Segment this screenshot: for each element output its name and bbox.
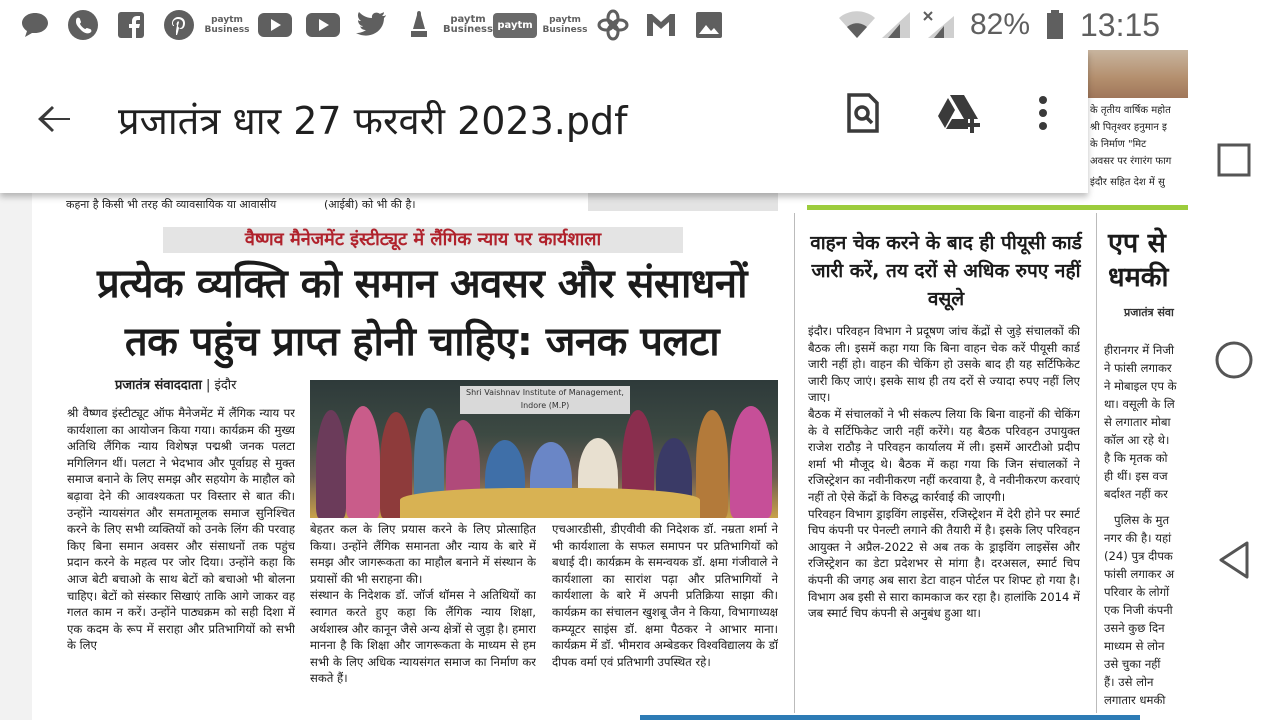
text-fragment: कहना है किसी भी तरह की व्यावसायिक या आवासीय xyxy=(66,198,277,211)
paytm-business-icon: paytm Business xyxy=(204,15,250,35)
text-fragment: अवसर पर रंगारंग फाग xyxy=(1090,156,1172,167)
twitter-icon xyxy=(354,8,388,42)
story-headline: धमकी xyxy=(1108,262,1169,293)
facebook-icon xyxy=(114,8,148,42)
story-line: से लगातार मोबा xyxy=(1104,415,1171,429)
story-line: हीरानगर में निजी xyxy=(1104,343,1174,357)
document-title: प्रजातंत्र धार 27 फरवरी 2023.pdf xyxy=(118,99,628,143)
story-line: हैं। उसे लोन xyxy=(1104,675,1154,689)
more-options-icon xyxy=(1037,95,1049,131)
notification-icon xyxy=(402,8,436,42)
story-headline: वाहन चेक करने के बाद ही पीयूसी कार्ड जारी करें, तय दरों से अधिक रुपए नहीं वसूले xyxy=(810,232,1082,310)
byline: प्रजातंत्र संवा xyxy=(1124,306,1174,319)
recents-square-icon xyxy=(1217,143,1251,177)
battery-percentage: 82% xyxy=(970,8,1031,41)
text-fragment: इंदौर सहित देश में सु xyxy=(1090,177,1165,188)
pdf-page[interactable] xyxy=(32,193,1188,720)
story-column: इंदौर। परिवहन विभाग ने प्रदूषण जांच केंद्रों से जुड़े संचालकों की बैठक ली। इसमें कहा गया कि बिना वाहन चेक करें पीयूसी कार्ड जारी नहीं हो। वाहन की चेकिंग हो उसके बाद ही यह सर्टिफिकेट जारी किए जाएं। इसके साथ ही तय दरों से ज्यादा रुपए नहीं लिए जाए। बैठक में संचालकों ने भी संकल्प लिया कि बिना वाहनों की चेकिंग के वे सर्टिफिकेट जारी नहीं करेंगे। यह बैठक परिवहन उपायुक्त राजेश राठौड़ ने परिवहन कार्यालय में ली। इसमें आरटीओ प्रदीप शर्मा भी मौजूद थे। बैठक में कहा गया कि जिन संचालकों ने रजिस्ट्रेशन का नवीनीकरण नहीं करवाया है, वे नवीनीकरण करवाएं नहीं तो ऐसे केंद्रों के विरुद्ध कार्रवाई की जाएगी। परिवहन विभाग ड्राइविंग लाइसेंस, रजिस्ट्रेशन में देरी होने पर स्मार्ट चिप कंपनी पर पेनल्टी लगाने की तैयारी में है। इसके लिए परिवहन आयुक्त ने अप्रैल-2022 से अब तक के ड्राइविंग लाइसेंस और रजिस्ट्रेशन का डेटा प्रदेशभर से मांगा है। दरअसल, स्मार्ट चिप कंपनी की जगह अब सारा डेटा वाहन पोर्टल पर शिफ्ट हो गया है। विभाग अब इसी से सारा कामकाज कर रहा है। हालांकि 2014 में जब स्मार्ट चिप कंपनी से अनुबंध हुआ था। xyxy=(808,324,1080,621)
text-fragment: (आईबी) को भी की है। xyxy=(324,198,416,211)
section-rule xyxy=(640,715,1140,720)
photo-banner: Shri Vaishnav Institute of Management, Indore (M.P) xyxy=(460,386,630,414)
recents-button[interactable] xyxy=(1208,134,1260,186)
signal-icon xyxy=(880,8,912,42)
story-line: ने मोबाइल एप के xyxy=(1104,379,1177,393)
youtube-icon xyxy=(258,8,292,42)
status-bar xyxy=(0,0,1188,50)
gmail-icon xyxy=(644,8,678,42)
story-line: पुलिस के मुत xyxy=(1114,513,1170,527)
story-line: नगर की है। यहां xyxy=(1104,531,1172,545)
story-kicker: वैष्णव मैनेजमेंट इंस्टीट्यूट में लैंगिक न्याय पर कार्यशाला xyxy=(163,227,683,253)
add-to-drive-icon xyxy=(936,93,982,133)
back-triangle-icon xyxy=(1217,540,1251,580)
clock: 13:15 xyxy=(1080,6,1161,43)
paytm-business-icon: paytm Business xyxy=(443,14,493,35)
story-column: एचआरडीसी, डीएवीवी की निदेशक डॉ. नम्रता शर्मा ने भी कार्यशाला के सफल समापन पर प्रतिभागियों को बधाई दी। कार्यक्रम के समन्वयक डॉ. क्षमा गंजीवाले ने कार्यशाला का सारांश पढ़ा और प्रतिभागियों ने कार्यशाला के बारे में अपनी प्रतिक्रिया साझा की। कार्यक्रम का संचालन खुशबू जैन ने किया, विभागाध्यक्ष कम्प्यूटर साइंस डॉ. क्षमा पैठकर ने आभार माना। कार्यक्रम में डॉ. भीमराव अम्बेडकर विश्वविद्यालय के डॉ दीपक वर्मा एवं प्रतिभागी उपस्थित रहे। xyxy=(552,522,778,669)
text-fragment: के निर्माण "मिट xyxy=(1090,139,1147,150)
story-column: श्री वैष्णव इंस्टीट्यूट ऑफ मैनेजमेंट में लैंगिक न्याय पर कार्यशाला का आयोजन किया गया। कार्यक्रम की मुख्य अतिथि लैंगिक न्याय विशेषज्ञ पद्मश्री जनक पलटा मगिलिगन थीं। पलटा ने भेदभाव और पूर्वाग्रह से मुक्त समाज बनाने के लिए समझ और सहयोग के माहौल को बढ़ावा देने की आवश्यकता पर विस्तार से बात की। उन्होंने न्यायसंगत और समतामूलक समाज सुनिश्चित करने के लिए सभी व्यक्तियों को उनके लिंग की परवाह किए बिना समान अवसर और संसाधनों तक पहुंच प्रदान करने के महत्व पर जोर दिया। उन्होंने कहा कि आज बेटी बचाओ के साथ बेटों को बचाओ भी बोलना चाहिए। बेटों को संस्कार सिखाएं ताकि आगे जाकर वह गलत काम न करें। उन्होंने पाठ्यक्रम को सही दिशा में एक कदम के रूप में सराहा और प्रतिभागियों को सभी के लिए xyxy=(67,406,295,653)
page-right-top-fragment xyxy=(1088,48,1188,193)
story-headline xyxy=(62,255,782,371)
search-in-document-button[interactable] xyxy=(838,88,888,138)
wifi-icon xyxy=(838,8,876,42)
youtube-icon xyxy=(306,8,340,42)
headline-line: तक पहुंच प्राप्त होनी चाहिए: जनक पलटा xyxy=(124,319,720,365)
story-line: एक निजी कंपनी xyxy=(1104,603,1173,617)
text-fragment: श्री पितृश्वर हनुमान इ xyxy=(1090,122,1167,133)
battery-icon xyxy=(1046,8,1064,42)
more-options-button[interactable] xyxy=(1018,88,1068,138)
add-to-drive-button[interactable] xyxy=(934,88,984,138)
story-column: बेहतर कल के लिए प्रयास करने के लिए प्रोत्साहित किया। उन्होंने लैंगिक समानता और न्याय के बारे में समझ और जागरूकता का माहौल बनाने में संस्थान के प्रयासों की भी सराहना की। संस्थान के निदेशक डॉ. जॉर्ज थॉमस ने अतिथियों का स्वागत करते हुए कहा कि लैंगिक न्याय शिक्षा, अर्थशास्त्र और कानून जैसे अन्य क्षेत्रों से जुड़ा है। हमारा मानना है कि शिक्षा और जागरूकता के माध्यम से हम सभी के लिए अधिक न्यायसंगत समाज का निर्माण कर सकते हैं। xyxy=(310,522,536,686)
back-button[interactable] xyxy=(30,94,80,144)
headline-line: प्रत्येक व्यक्ति को समान अवसर और संसाधनों xyxy=(97,261,747,307)
news-photo-fragment xyxy=(1088,48,1188,98)
byline: प्रजातंत्र संवाददाता | इंदौर xyxy=(115,378,237,393)
navigation-bar xyxy=(1188,0,1280,720)
home-button[interactable] xyxy=(1208,334,1260,386)
story-line: कॉल आ रहे थे। xyxy=(1104,433,1170,447)
story-line: उसे चुका नहीं xyxy=(1104,657,1161,671)
back-nav-button[interactable] xyxy=(1208,534,1260,586)
news-photo xyxy=(310,380,778,518)
gray-box xyxy=(588,193,778,211)
home-circle-icon xyxy=(1214,340,1254,380)
signal-no-data-icon xyxy=(922,8,956,42)
image-icon xyxy=(692,8,726,42)
back-arrow-icon xyxy=(30,94,80,144)
search-document-icon xyxy=(845,93,881,133)
story-line: माध्यम से लोन xyxy=(1104,639,1165,653)
story-line: (24) पुत्र दीपक xyxy=(1104,549,1173,563)
text-fragment: के तृतीय वार्षिक महोत xyxy=(1090,105,1171,116)
pinterest-icon xyxy=(162,8,196,42)
story-line: ने फांसी लगाकर xyxy=(1104,361,1172,375)
story-line: था। वसूली के लि xyxy=(1104,397,1175,411)
story-line: है कि मृतक को xyxy=(1104,451,1168,465)
story-line: उसने कुछ दिन xyxy=(1104,621,1165,635)
column-divider xyxy=(1096,213,1097,713)
app-bar xyxy=(0,50,1088,193)
story-headline: एप से xyxy=(1108,228,1166,259)
byline-name: प्रजातंत्र संवाददाता xyxy=(115,378,202,393)
byline-place: इंदौर xyxy=(214,378,237,393)
story-line: ही थीं। इस वज xyxy=(1104,469,1168,483)
paytm-icon: paytm xyxy=(498,8,532,42)
message-icon xyxy=(18,8,52,42)
story-line: लगातार धमकी xyxy=(1104,693,1166,707)
phone-icon xyxy=(66,8,100,42)
story-line: फांसी लगाकर अ xyxy=(1104,567,1175,581)
story-line: परिवार के लोगों xyxy=(1104,585,1170,599)
section-rule xyxy=(807,205,1188,210)
story-line: बर्दाश्त नहीं कर xyxy=(1104,487,1168,501)
paytm-business-icon: paytm Business xyxy=(542,15,588,35)
pinwheel-icon xyxy=(596,8,630,42)
column-divider xyxy=(794,213,795,713)
